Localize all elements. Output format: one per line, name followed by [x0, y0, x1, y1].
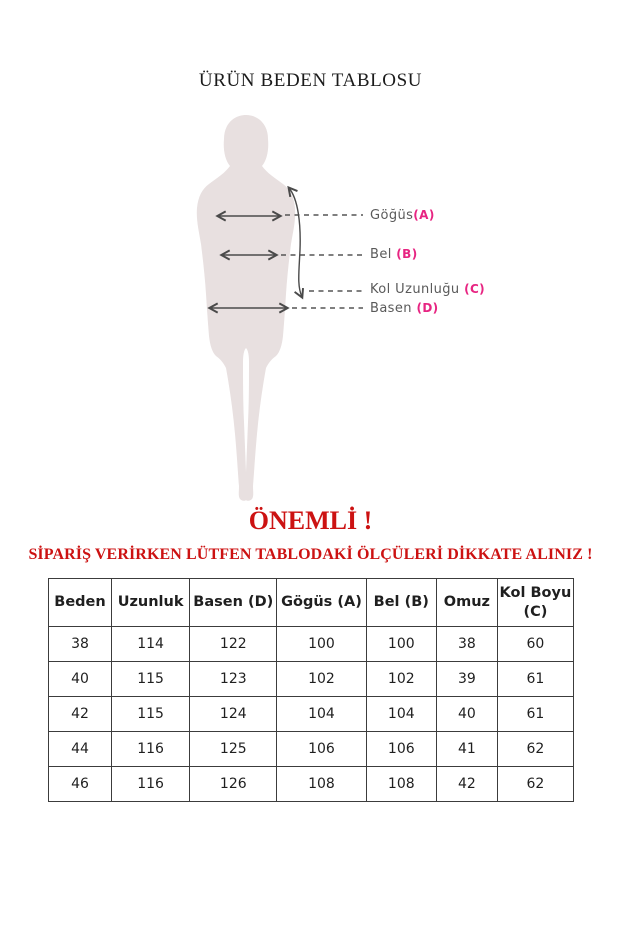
label-arm-length-text: Kol Uzunluğu	[370, 282, 465, 297]
cell: 108	[366, 767, 436, 802]
header-uzunluk: Uzunluk	[112, 579, 190, 627]
label-hip-text: Basen	[370, 301, 417, 316]
label-chest-text: Göğüs	[370, 208, 414, 223]
cell: 38	[49, 627, 112, 662]
table-row	[49, 662, 574, 697]
cell: 104	[277, 697, 366, 732]
cell: 116	[112, 732, 190, 767]
important-subheading: SİPARİŞ VERİRKEN LÜTFEN TABLODAKİ ÖLÇÜLERİ DİKKATE ALINIZ !	[28, 546, 593, 563]
label-hip	[370, 301, 439, 316]
cell: 62	[497, 767, 573, 802]
cell: 106	[277, 732, 366, 767]
header-kol-boyu: Kol Boyu (C)	[497, 579, 573, 627]
label-arm-length-letter: (C)	[464, 282, 486, 296]
cell: 40	[49, 662, 112, 697]
cell: 62	[497, 732, 573, 767]
size-table	[48, 578, 574, 802]
label-chest	[370, 208, 435, 223]
important-heading: ÖNEMLİ !	[248, 506, 373, 535]
cell: 115	[112, 662, 190, 697]
cell: 60	[497, 627, 573, 662]
cell: 38	[436, 627, 497, 662]
cell: 41	[436, 732, 497, 767]
body-measurement-diagram	[150, 100, 580, 520]
cell: 44	[49, 732, 112, 767]
cell: 42	[49, 697, 112, 732]
cell: 100	[277, 627, 366, 662]
cell: 124	[190, 697, 277, 732]
label-waist-letter: (B)	[396, 247, 418, 261]
cell: 39	[436, 662, 497, 697]
cell: 123	[190, 662, 277, 697]
cell: 116	[112, 767, 190, 802]
table-row	[49, 627, 574, 662]
page-title: ÜRÜN BEDEN TABLOSU	[198, 70, 423, 91]
table-row	[49, 697, 574, 732]
cell: 126	[190, 767, 277, 802]
cell: 61	[497, 662, 573, 697]
cell: 61	[497, 697, 573, 732]
cell: 106	[366, 732, 436, 767]
cell: 125	[190, 732, 277, 767]
header-gogus: Gögüs (A)	[277, 579, 366, 627]
cell: 108	[277, 767, 366, 802]
cell: 102	[366, 662, 436, 697]
label-waist	[370, 247, 418, 262]
header-basen: Basen (D)	[190, 579, 277, 627]
label-arm-length	[370, 282, 485, 297]
header-omuz: Omuz	[436, 579, 497, 627]
cell: 100	[366, 627, 436, 662]
size-table-header-row	[49, 579, 574, 627]
label-hip-letter: (D)	[416, 301, 439, 315]
label-waist-text: Bel	[370, 247, 397, 262]
cell: 122	[190, 627, 277, 662]
cell: 115	[112, 697, 190, 732]
header-beden: Beden	[49, 579, 112, 627]
label-chest-letter: (A)	[413, 208, 435, 222]
table-row	[49, 767, 574, 802]
cell: 46	[49, 767, 112, 802]
cell: 104	[366, 697, 436, 732]
cell: 42	[436, 767, 497, 802]
cell: 114	[112, 627, 190, 662]
table-row	[49, 732, 574, 767]
header-bel: Bel (B)	[366, 579, 436, 627]
cell: 102	[277, 662, 366, 697]
cell: 40	[436, 697, 497, 732]
